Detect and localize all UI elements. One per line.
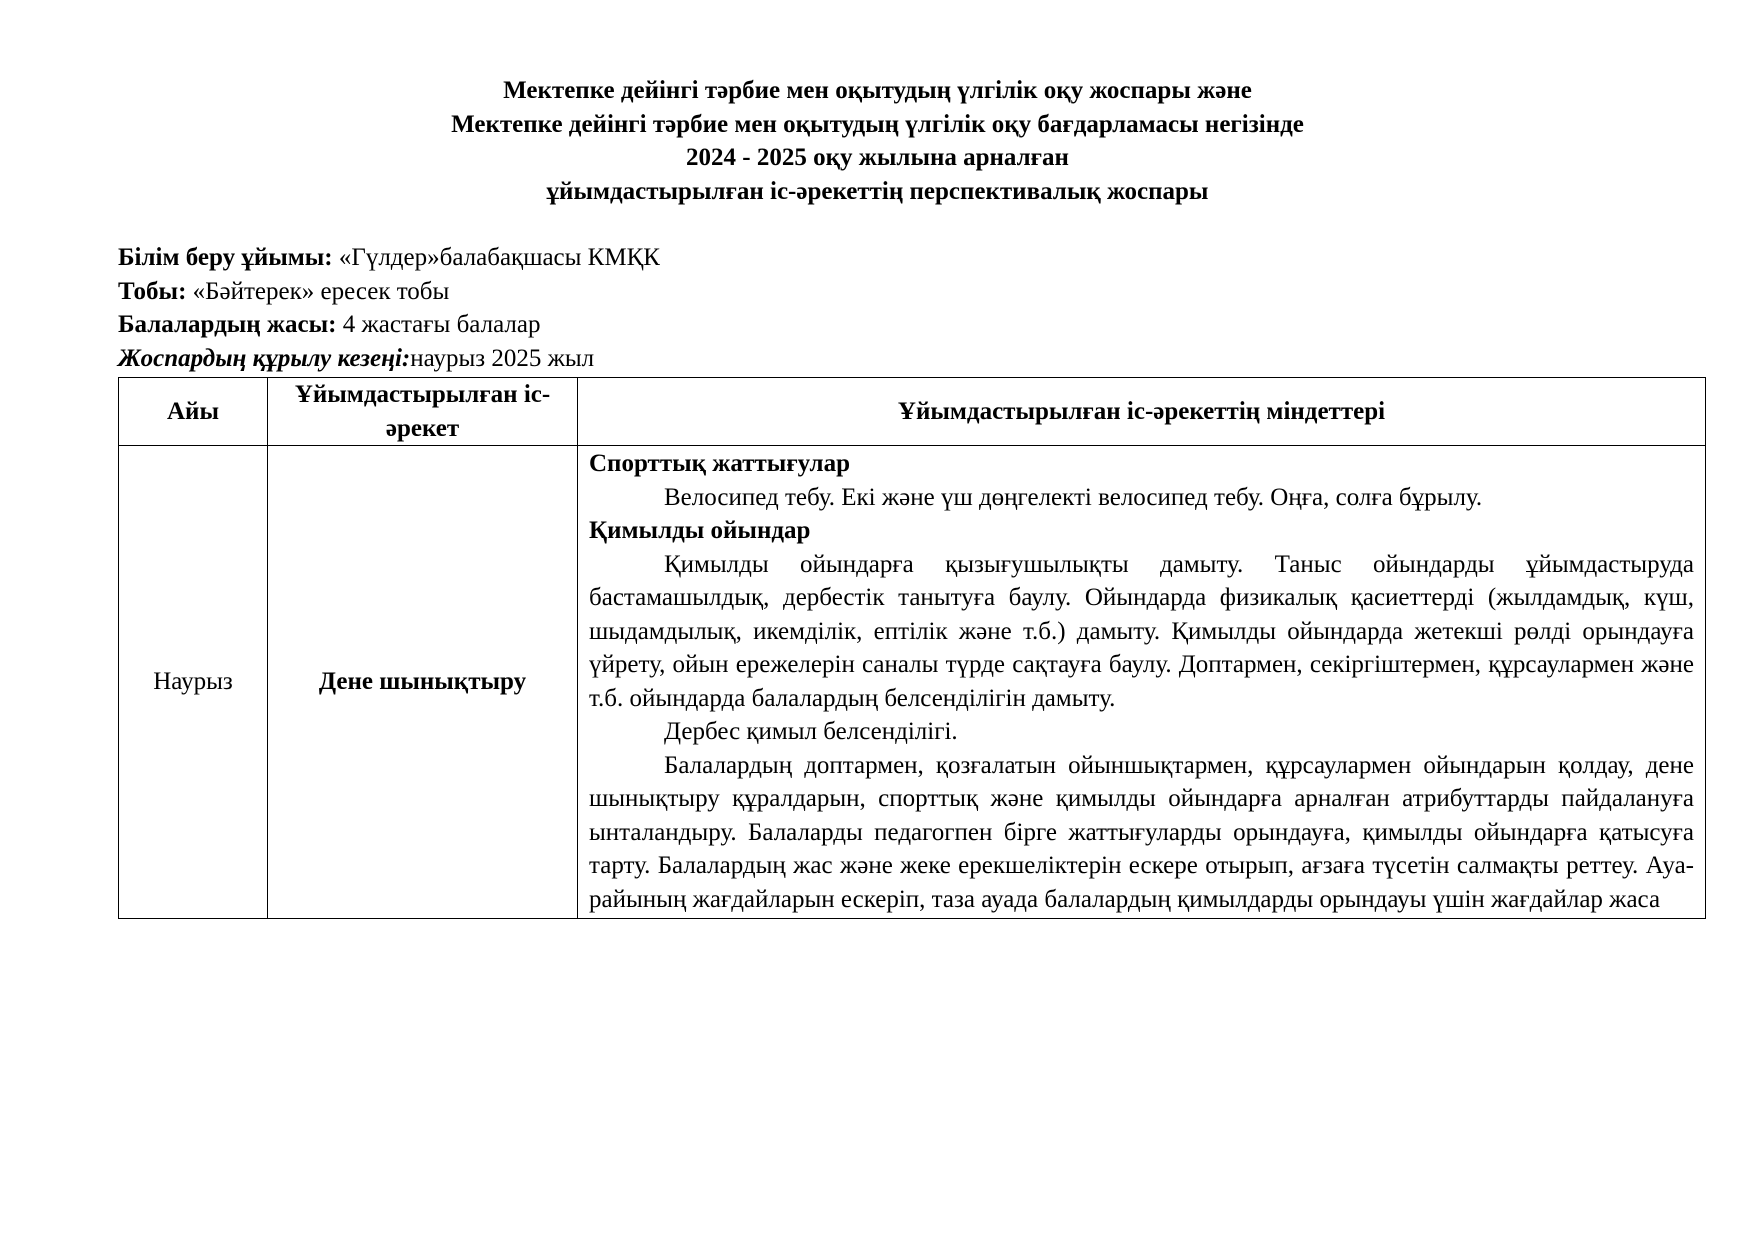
meta-age — [118, 308, 660, 342]
meta-organization-label: Білім беру ұйымы: — [118, 244, 333, 271]
plan-table — [118, 377, 1706, 919]
section-sports-exercises-text: Велосипед тебу. Екі және үш дөңгелекті велосипед тебу. Оңға, солға бұрылу. — [664, 483, 1483, 511]
table-row — [119, 446, 1706, 919]
title-line-4: ұйымдастырылған іс-әрекеттің перспективалық жоспары — [546, 177, 1209, 205]
section-support-text: Балалардың доптармен, қозғалатын ойыншықтармен, құрсаулармен ойындарын қолдау, дене шынықтыру құралдарын, спорттық және қимылды ойындарға арналған атрибуттарды пайдалануға ынталандыру. Балаларды педагогпен бірге жаттығуларды орындауға, қимылды ойындарға қатысуға тарту. Балалардың жас және жеке ерекшеліктерін ескере отырып, ағзаға түсетін салмақты реттеу. Ауа-райының жағдайларын ескеріп, таза ауада балалардың қимылдарды орындауы үшін жағдайлар жаса — [589, 751, 1694, 913]
document-meta — [118, 241, 660, 375]
header-tasks: Ұйымдастырылған іс-әрекеттің міндеттері — [578, 378, 1706, 446]
meta-group-value: «Бәйтерек» ересек тобы — [186, 277, 450, 305]
meta-age-label: Балалардың жасы: — [118, 311, 337, 338]
meta-period-label: Жоспардың құрылу кезеңі: — [118, 344, 411, 372]
meta-group-label: Тобы: — [118, 277, 187, 305]
title-line-1: Мектепке дейінгі тәрбие мен оқытудың үлгілік оқу жоспары және — [503, 77, 1252, 104]
meta-age-value: 4 жастағы балалар — [336, 311, 541, 338]
header-activity: Ұйымдастырылған іс-әрекет — [268, 378, 578, 446]
section-active-games-title: Қимылды ойындар — [589, 517, 811, 544]
header-month: Айы — [119, 378, 268, 446]
cell-tasks — [578, 446, 1706, 919]
meta-group — [118, 275, 660, 309]
document-title — [0, 74, 1755, 208]
section-active-games-text: Қимылды ойындарға қызығушылықты дамыту. Таныс ойындарды ұйымдастыруда бастамашылдық, дербестік танытуға баулу. Ойындарда физикалық қасиеттерді (жылдамдық, күш, шыдамдылық, икемділік, ептілік және т.б.) дамыту. Қимылды ойындарда жетекші рөлді орындауға үйрету, ойын ережелерін саналы түрде сақтауға баулу. Доптармен, секіргіштермен, құрсаулармен және т.б. ойындарда балалардың белсенділігін дамыту. — [589, 550, 1694, 712]
cell-month: Наурыз — [119, 446, 268, 919]
meta-period-value: наурыз 2025 жыл — [410, 344, 595, 372]
meta-organization — [118, 241, 660, 275]
table-header-row — [119, 378, 1706, 446]
cell-activity: Дене шынықтыру — [268, 446, 578, 919]
section-independent-activity-text: Дербес қимыл белсенділігі. — [664, 718, 958, 745]
title-line-2: Мектепке дейінгі тәрбие мен оқытудың үлгілік оқу бағдарламасы негізінде — [451, 110, 1304, 138]
meta-period — [118, 342, 660, 376]
title-line-3: 2024 - 2025 оқу жылына арналған — [686, 144, 1069, 171]
meta-organization-value: «Гүлдер»балабақшасы КМҚК — [332, 244, 660, 271]
section-sports-exercises-title: Спорттық жаттығулар — [589, 450, 850, 477]
